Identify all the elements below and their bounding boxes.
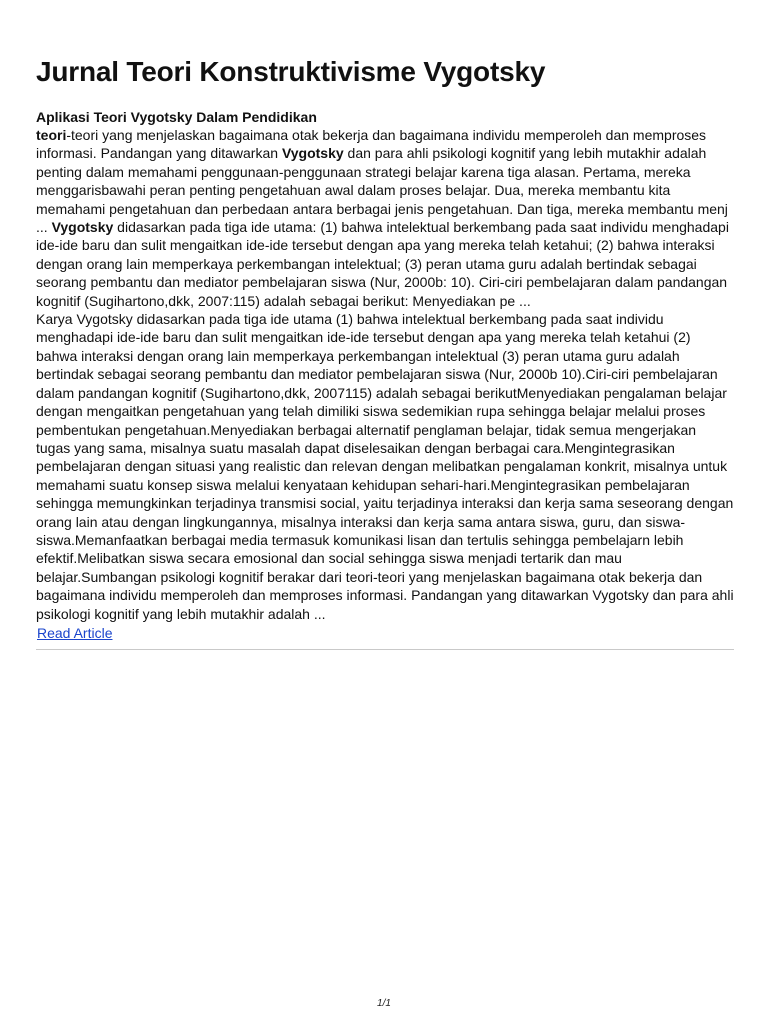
document-page	[36, 54, 734, 650]
snippet-text: dan para ahli psikologi kognitif yang lebih mutakhir adalah penting dalam memahami penggunaan-penggunaan strategi belajar karena tiga alasan. Pertama, mereka menggarisbawahi peran penting pengetahuan awal dalam proses belajar. Dua, mereka membantu kita memahami pengetahuan dan perbedaan antara berbagai jenis pengetahuan. Dan tiga, mereka membantu menj ...	[36, 145, 728, 236]
snippet-text: didasarkan pada tiga ide utama: (1) bahwa intelektual berkembang pada saat individu menghadapi ide-ide baru dan sulit mengaitkan ide-ide tersebut dengan apa yang mereka telah ketahui; (2) bahwa interaksi dengan orang lain memperkaya perkembangan intelektual; (3) peran utama guru adalah bertindak sebagai seorang pembantu dan mediator pembelajaran siswa (Nur, 2000b: 10). Ciri-ciri pembelajaran dalam pandangan kognitif (Sugihartono,dkk, 2007:115) adalah sebagai berikut: Menyediakan pe ...	[36, 219, 729, 309]
snippet-keyword: Vygotsky	[51, 219, 114, 236]
snippet-text: -teori yang menjelaskan bagaimana otak bekerja dan bagaimana individu memperoleh dan memproses informasi. Pandangan yang ditawarkan	[36, 127, 707, 162]
page-title: Jurnal Teori Konstruktivisme Vygotsky	[36, 56, 546, 87]
snippet-keyword: Vygotsky	[281, 145, 344, 162]
article-snippet	[36, 126, 734, 310]
divider	[36, 649, 734, 650]
read-article-link[interactable]: Read Article	[37, 624, 113, 641]
snippet-keyword: teori	[36, 127, 67, 143]
page-number: 1/1	[377, 998, 391, 1009]
article-body: Karya Vygotsky didasarkan pada tiga ide utama (1) bahwa intelektual berkembang pada saat individu menghadapi ide-ide baru dan sulit mengaitkan ide-ide tersebut dengan apa yang mereka telah ketahui (2) bahwa interaksi dengan orang lain memperkaya perkembangan intelektual (3) peran utama guru adalah bertindak sebagai seorang pembantu dan mediator pembelajaran siswa (Nur, 2000b 10).Ciri-ciri pembelajaran dalam pandangan kognitif (Sugihartono,dkk, 2007115) adalah sebagai berikutMenyediakan pengalaman belajar dengan mengaitkan pengetahuan yang telah dimiliki siswa sedemikian rupa sehingga belajar melalui proses pembentukan pengetahuan.Menyediakan berbagai alternatif penglaman belajar, tidak semua mengerjakan tugas yang sama, misalnya suatu masalah dapat diselesaikan dengan berbagai cara.Mengintegrasikan pembelajaran dengan situasi yang realistic dan relevan dengan melibatkan pengalaman konkrit, misalnya untuk memahami suatu konsep siswa melalui kenyataan kehidupan sehari-hari.Mengintegrasikan pembelajaran sehingga memungkinkan terjadinya transmisi social, yaitu terjadinya interaksi dan kerja sama seseorang dengan orang lain atau dengan lingkungannya, misalnya interaksi dan kerja sama antara siswa, guru, dan siswa-siswa.Memanfaatkan berbagai media termasuk komunikasi lisan dan tertulis sehingga pembelajarn lebih efektif.Melibatkan siswa secara emosional dan social sehingga siswa menjadi tertarik dan mau belajar.Sumbangan psikologi kognitif berakar dari teori-teori yang menjelaskan bagaimana otak bekerja dan bagaimana individu memperoleh dan memproses informasi. Pandangan yang ditawarkan Vygotsky dan para ahli psikologi kognitif yang lebih mutakhir adalah ...	[36, 311, 734, 622]
article-heading: Aplikasi Teori Vygotsky Dalam Pendidikan	[36, 109, 317, 125]
